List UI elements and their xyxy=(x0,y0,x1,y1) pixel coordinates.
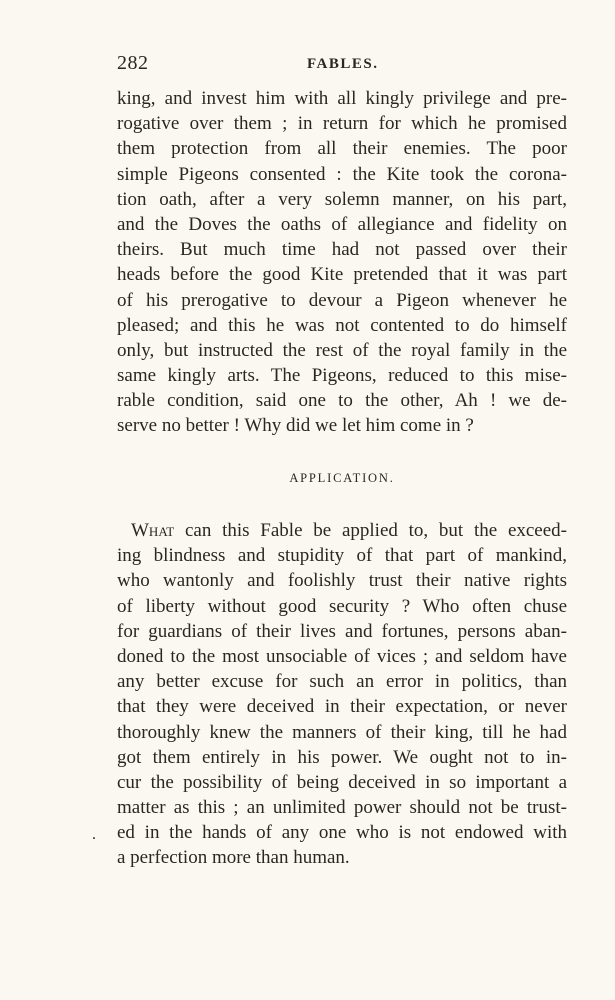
text-line: got them entirely in his power. We ought not to in- xyxy=(117,746,567,768)
text-line: thoroughly knew the manners of their king, till he had xyxy=(117,721,567,743)
text-line: matter as this ; an unlimited power should not be trust- xyxy=(117,797,567,819)
text-line: that they were deceived in their expectation, or never xyxy=(117,696,567,718)
text-line: rogative over them ; in return for which he promised xyxy=(117,113,567,135)
text-line: rable condition, said one to the other, Ah ! we de- xyxy=(117,390,567,412)
text-line: ed in the hands of any one who is not endowed with xyxy=(117,822,567,844)
text-line: tion oath, after a very solemn manner, on his part, xyxy=(117,188,567,210)
text-line: and the Doves the oaths of allegiance and fidelity on xyxy=(117,213,567,235)
text-line: simple Pigeons consented : the Kite took the corona- xyxy=(117,163,567,185)
text-line: same kingly arts. The Pigeons, reduced to this mise- xyxy=(117,365,567,387)
text-line: them protection from all their enemies. The poor xyxy=(117,138,567,160)
text-line: theirs. But much time had not passed over their xyxy=(117,239,567,261)
text-line: ing blindness and stupidity of that part of mankind, xyxy=(117,545,567,567)
text-line: for guardians of their lives and fortunes, persons aban- xyxy=(117,620,567,642)
text-line-first xyxy=(117,518,567,543)
drop-word: What xyxy=(131,520,175,541)
text-line: of his prerogative to devour a Pigeon whenever he xyxy=(117,289,567,311)
application-text xyxy=(117,518,567,871)
running-title: FABLES. xyxy=(307,56,379,72)
fable-text xyxy=(117,86,567,439)
page-header xyxy=(117,52,567,80)
text-line: doned to the most unsociable of vices ; and seldom have xyxy=(117,645,567,667)
text-line: pleased; and this he was not contented to do himself xyxy=(117,314,567,336)
first-line-rest: can this Fable be applied to, but the exceed- xyxy=(174,520,567,541)
text-line: king, and invest him with all kingly privilege and pre- xyxy=(117,88,567,109)
text-line: who wantonly and foolishly trust their native rights xyxy=(117,570,567,592)
text-line: a perfection more than human. xyxy=(117,847,350,869)
text-line: cur the possibility of being deceived in so important a xyxy=(117,771,567,793)
margin-mark: . xyxy=(92,826,96,843)
page-number: 282 xyxy=(117,52,149,74)
text-line: only, but instructed the rest of the royal family in the xyxy=(117,339,567,361)
text-line: of liberty without good security ? Who often chuse xyxy=(117,595,567,617)
application-heading: APPLICATION. xyxy=(289,471,395,485)
text-line: any better excuse for such an error in politics, than xyxy=(117,671,567,693)
text-line: serve no better ! Why did we let him come in ? xyxy=(117,415,474,437)
text-line: heads before the good Kite pretended that it was part xyxy=(117,264,567,286)
